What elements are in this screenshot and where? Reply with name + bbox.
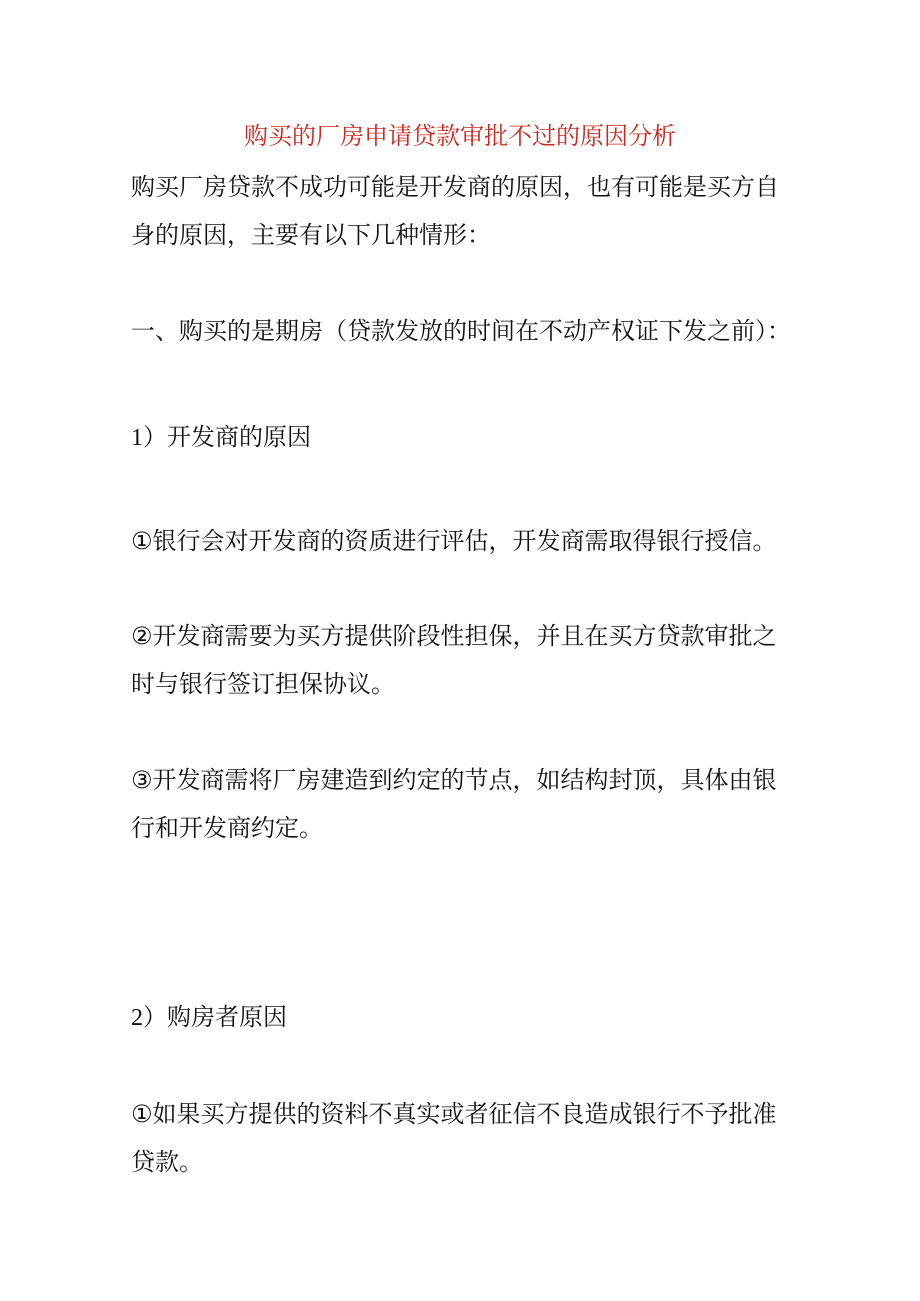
subsection-label: 购房者原因 xyxy=(167,1003,287,1031)
subsection-number: 2） xyxy=(131,1005,167,1031)
list-item: ③开发商需将厂房建造到约定的节点，如结构封顶，具体由银行和开发商约定。 xyxy=(131,766,777,842)
list-item: ①银行会对开发商的资质进行评估，开发商需取得银行授信。 xyxy=(131,527,777,555)
section-heading-1: 一、购买的是期房（贷款发放的时间在不动产权证下发之前）： xyxy=(131,317,791,345)
list-item: ②开发商需要为买方提供阶段性担保，并且在买方贷款审批之时与银行签订担保协议。 xyxy=(131,622,777,698)
subsection-heading-2 xyxy=(131,993,791,1042)
list-item: ①如果买方提供的资料不真实或者征信不良造成银行不予批准贷款。 xyxy=(131,1100,777,1176)
intro-paragraph: 购买厂房贷款不成功可能是开发商的原因，也有可能是买方自身的原因，主要有以下几种情形： xyxy=(131,173,779,249)
subsection-heading-1 xyxy=(131,413,791,462)
subsection-label: 开发商的原因 xyxy=(167,423,311,451)
subsection-number: 1） xyxy=(131,425,167,451)
document-title: 购买的厂房申请贷款审批不过的原因分析 xyxy=(244,122,676,150)
